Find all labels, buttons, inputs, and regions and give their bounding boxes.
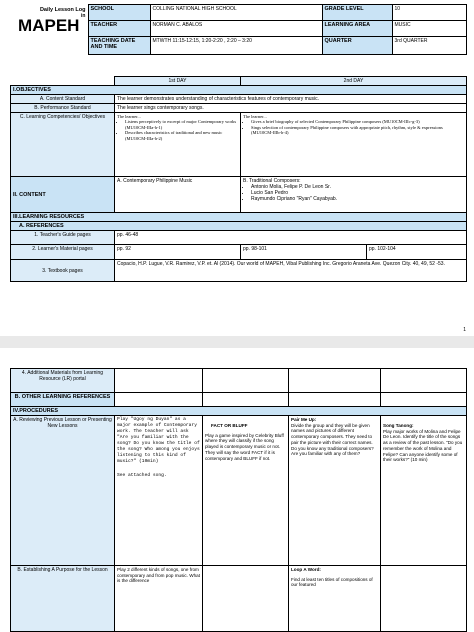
additional-materials-label: 4. Additional Materials from Learning Resource (LR) portal — [11, 369, 115, 393]
school-value: COLLING NATIONAL HIGH SCHOOL — [150, 5, 322, 21]
subject-title: MAPEH — [18, 15, 80, 35]
song-tanong-text: Play major works of Molina and Felipe De Leon. Identify the title of the songs as a review of the past lesson. "Do you remember the work of Molina and Felipe? Can anyone identify some of their works?" (10 min) — [383, 428, 463, 463]
other-refs-label: B. OTHER LEARNING REFERENCES — [11, 393, 115, 407]
quarter-value: 3rd QUARTER — [392, 37, 466, 55]
fact-or-bluff-text: Play a game inspired by Celebrity Bluff where they will classify if the song played is contemporary music or not. They will say the word FACT if it is contemporary and BLUFF if not. — [205, 432, 284, 461]
reviewing-day1-note: See attached song. — [117, 472, 167, 478]
area-label: LEARNING AREA — [322, 21, 392, 37]
textbook-value: Copacio, H.P. Lugue, V.R. Ramirez, V.P. et. Al (2014). Our world of MAPEH, Vibal Publishing Inc. Gregorio Araneta Ave. Quezon City. 40, 49, 52 -53. — [115, 260, 467, 282]
content-day2 — [241, 177, 467, 213]
school-label: SCHOOL — [88, 5, 150, 21]
header-table — [10, 4, 467, 55]
lm-label: 2. Learner's Material pages — [11, 245, 115, 260]
day2-header: 2nd DAY — [241, 77, 467, 86]
composer-item: • Antonio Molia, Felipe P. De Leon Sr. — [251, 184, 464, 190]
tg-label: 1. Teacher's Guide pages — [11, 231, 115, 245]
procedures-table — [10, 368, 467, 632]
purpose-day2 — [289, 566, 381, 632]
doc-in: in — [81, 12, 86, 19]
reviewing-day2 — [289, 416, 381, 566]
grade-label: GRADE LEVEL — [322, 5, 392, 21]
reviewing-day1b — [203, 416, 289, 566]
purpose-day1: Play 2 different kinds of songs, one from contemporary and from pop music. What is the difference — [115, 566, 203, 632]
song-tanong-title: Song Tanong: — [383, 423, 414, 428]
lm-mid: pp. 98-101 — [241, 245, 367, 260]
page-two — [0, 348, 474, 632]
objectives-title: I.OBJECTIVES — [11, 86, 467, 95]
competencies-day2 — [241, 113, 467, 177]
pair-me-up-title: Pair Me Up: — [291, 417, 317, 422]
time-label: TEACHING DATE AND TIME — [88, 37, 150, 55]
lm-day2: pp. 102-104 — [367, 245, 467, 260]
reviewing-day1-text: Play "Ugoy ng Duyan" as a major example of Contemporary work. The teacher will ask "Are you familiar with the song? Do you know the title of the song? Who among you enjoys listening to this kind of music?" (10min) — [117, 417, 200, 464]
performance-standard-value: The learner sings contemporary songs. — [115, 104, 467, 113]
content-standard-label: A. Content Standard — [11, 95, 115, 104]
textbook-label: 3. Textbook pages — [11, 260, 115, 282]
competencies-day1 — [115, 113, 241, 177]
day1-header: 1st DAY — [115, 77, 241, 86]
content-title: II. CONTENT — [11, 177, 115, 213]
fact-or-bluff-title: FACT OR BLUFF — [211, 423, 248, 428]
page-gap — [0, 336, 474, 348]
content-day2-intro: B. Traditional Composers: — [243, 178, 301, 184]
area-value: MUSIC — [392, 21, 466, 37]
teacher-value: NORMAN C. ABALOS — [150, 21, 322, 37]
content-day1: A. Contemporary Philippine Music — [115, 177, 241, 213]
lm-day1: pp. 92 — [115, 245, 241, 260]
resources-title: III.LEARNING RESOURCES — [11, 213, 467, 222]
reviewing-label: A. Reviewing Previous Lesson or Presenting New Lessons — [11, 416, 115, 566]
references-title: A. REFERENCES — [11, 222, 467, 231]
loop-a-word-text: Find at least ten titles of compositions of our featured — [291, 576, 373, 588]
competencies-day1-intro: The learner... — [117, 114, 141, 119]
purpose-label: B. Establishing A Purpose for the Lesson — [11, 566, 115, 632]
quarter-label: QUARTER — [322, 37, 392, 55]
competency-item: • Listens perceptively to excerpt of major Contemporary works (MU10CM-IIIa-h-1) — [125, 119, 238, 130]
competency-item: • Describes characteristics of traditional and new music (MU10CM-IIIa-h-2) — [125, 130, 238, 141]
competency-item: • Sings selection of contemporary Philippine composers with appropriate pitch, rhythm, style & expressions (MU10CM-IIIb-h-4) — [251, 125, 464, 136]
time-value: MTWTH 11:15-12:15, 1:20-2:20 , 2:20 – 3:20 — [150, 37, 322, 55]
reviewing-day1 — [115, 416, 203, 566]
lesson-table — [10, 76, 467, 282]
doc-type: Daily Lesson Log — [39, 6, 86, 13]
procedures-title: IV.PROCEDURES — [11, 407, 467, 416]
composer-item: • Lucio San Pedro — [251, 190, 464, 196]
grade-value: 10 — [392, 5, 466, 21]
loop-a-word-title: Loop A Word: — [291, 567, 321, 572]
reviewing-day2b — [381, 416, 467, 566]
composer-item: • Raymundo Cipriano "Ryan" Cayabyab. — [251, 196, 464, 202]
tg-value: pp. 46-48 — [115, 231, 467, 245]
competencies-day2-intro: The learner... — [243, 114, 267, 119]
pair-me-up-text: Divide the group and they will be given names and pictures of different contemporary composers. They need to pair the picture with their correct names. Do you know any traditional composers? Are you familiar with any of them? — [291, 422, 374, 457]
title-cell — [10, 5, 88, 55]
competencies-label: C. Learning Competencies/ Objectives — [11, 113, 115, 177]
performance-standard-label: B. Performance Standard — [11, 104, 115, 113]
content-standard-value: The learner demonstrates understanding of characteristics features of contemporary music. — [115, 95, 467, 104]
page-number: 1 — [463, 327, 466, 333]
teacher-label: TEACHER — [88, 21, 150, 37]
competency-item: • Gives a brief biography of selected Contemporary Philippine composers (MU10CM-IIIc-g-3) — [251, 119, 464, 124]
